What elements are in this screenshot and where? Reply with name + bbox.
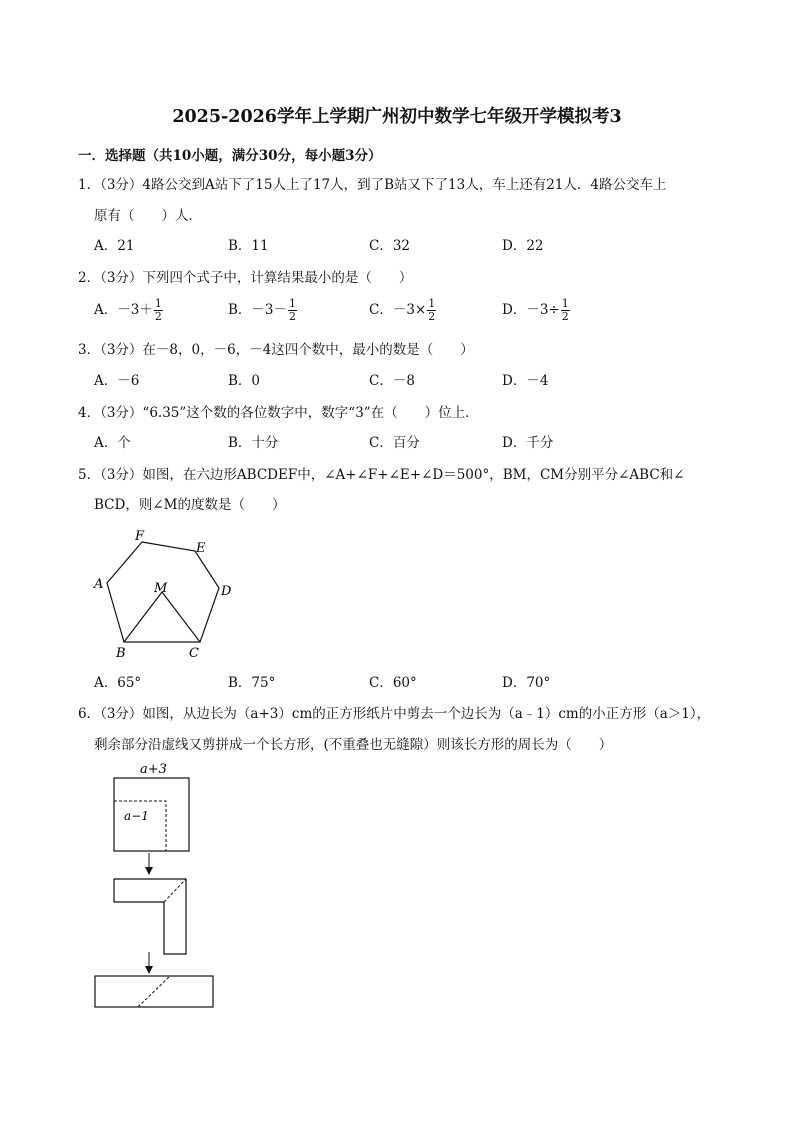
fraction-denominator: 2 (289, 310, 297, 323)
fraction-numerator: 1 (561, 297, 569, 310)
q2-option-b-label: B．－3－ (228, 302, 288, 318)
fraction-numerator: 1 (289, 297, 297, 310)
label-side-a-plus-3: a+3 (140, 762, 167, 777)
label-d: D (221, 584, 232, 599)
q1-option-b: B．11 (228, 238, 269, 254)
q2-option-d-label: D．－3÷ (502, 302, 560, 318)
fraction-denominator: 2 (561, 310, 569, 323)
q5-option-d: D．70° (502, 675, 551, 691)
fraction-numerator: 1 (154, 297, 162, 310)
question-6-line-1: 6．（3分）如图，从边长为（a+3）cm的正方形纸片中剪去一个边长为（a﹣1）cm的小正方形（a＞1）， (78, 706, 711, 722)
question-5-line-2: BCD，则∠M的度数是（ ） (94, 497, 286, 513)
question-1-line-1: 1．（3分）4路公交到A站下了15人上了17人，到了B站又下了13人，车上还有21人．4路公交车上 (78, 177, 667, 193)
fraction (561, 298, 570, 323)
label-b: B (116, 646, 126, 661)
q5-option-a: A．65° (94, 675, 142, 691)
q2-option-d (502, 298, 570, 323)
q4-option-b: B．十分 (228, 435, 279, 451)
square-cutting-figure (90, 758, 220, 1013)
question-2-line-1: 2．（3分）下列四个式子中，计算结果最小的是（ ） (78, 270, 413, 286)
label-f: F (135, 529, 145, 544)
q1-option-c: C．32 (369, 238, 411, 254)
fraction (154, 298, 163, 323)
label-side-a-minus-1: a−1 (124, 809, 149, 823)
angle-bisectors (124, 592, 200, 642)
label-m: M (154, 581, 168, 596)
q1-option-d: D．22 (502, 238, 544, 254)
q2-option-b (228, 298, 297, 323)
hexagon-figure (88, 525, 248, 665)
q3-option-c: C．－8 (369, 373, 415, 389)
q4-option-c: C．百分 (369, 435, 420, 451)
question-3-line-1: 3．（3分）在－8，0，－6，－4这四个数中，最小的数是（ ） (78, 342, 474, 358)
question-1-line-2: 原有（ ）人． (94, 208, 202, 224)
section-heading: 一．选择题（共10小题，满分30分，每小题3分） (78, 148, 382, 164)
q2-option-c-label: C．－3× (369, 302, 427, 318)
page-title: 2025-2026学年上学期广州初中数学七年级开学模拟考3 (172, 107, 622, 127)
rectangle-dashed-cut (138, 976, 170, 1007)
q5-option-b: B．75° (228, 675, 276, 691)
l-shape-dashed-cut (164, 879, 186, 902)
q4-option-a: A．个 (94, 435, 131, 451)
q2-option-a (94, 298, 163, 323)
q4-option-d: D．千分 (502, 435, 554, 451)
fraction (288, 298, 297, 323)
q3-option-a: A．－6 (94, 373, 140, 389)
label-e: E (196, 541, 206, 556)
fraction-denominator: 2 (428, 310, 436, 323)
arrow-2-head (145, 966, 153, 974)
q5-option-c: C．60° (369, 675, 417, 691)
fraction (427, 298, 436, 323)
arrow-1-head (145, 867, 153, 875)
question-4-line-1: 4．（3分）“6.35”这个数的各位数字中，数字“3”在（ ）位上． (78, 405, 479, 421)
q1-option-a: A．21 (94, 238, 135, 254)
label-c: C (189, 646, 199, 661)
question-6-line-2: 剩余部分沿虚线又剪拼成一个长方形，(不重叠也无缝隙）则该长方形的周长为（ ） (94, 737, 613, 753)
q2-option-a-label: A．－3＋ (94, 302, 153, 318)
label-a: A (94, 577, 104, 592)
q2-option-c (369, 298, 436, 323)
q3-option-b: B．0 (228, 373, 261, 389)
question-5-line-1: 5．（3分）如图，在六边形ABCDEF中，∠A+∠F+∠E+∠D＝500°，BM，CM分别平分∠ABC和∠ (78, 467, 685, 483)
fraction-numerator: 1 (428, 297, 436, 310)
q3-option-d: D．－4 (502, 373, 549, 389)
fraction-denominator: 2 (154, 310, 162, 323)
